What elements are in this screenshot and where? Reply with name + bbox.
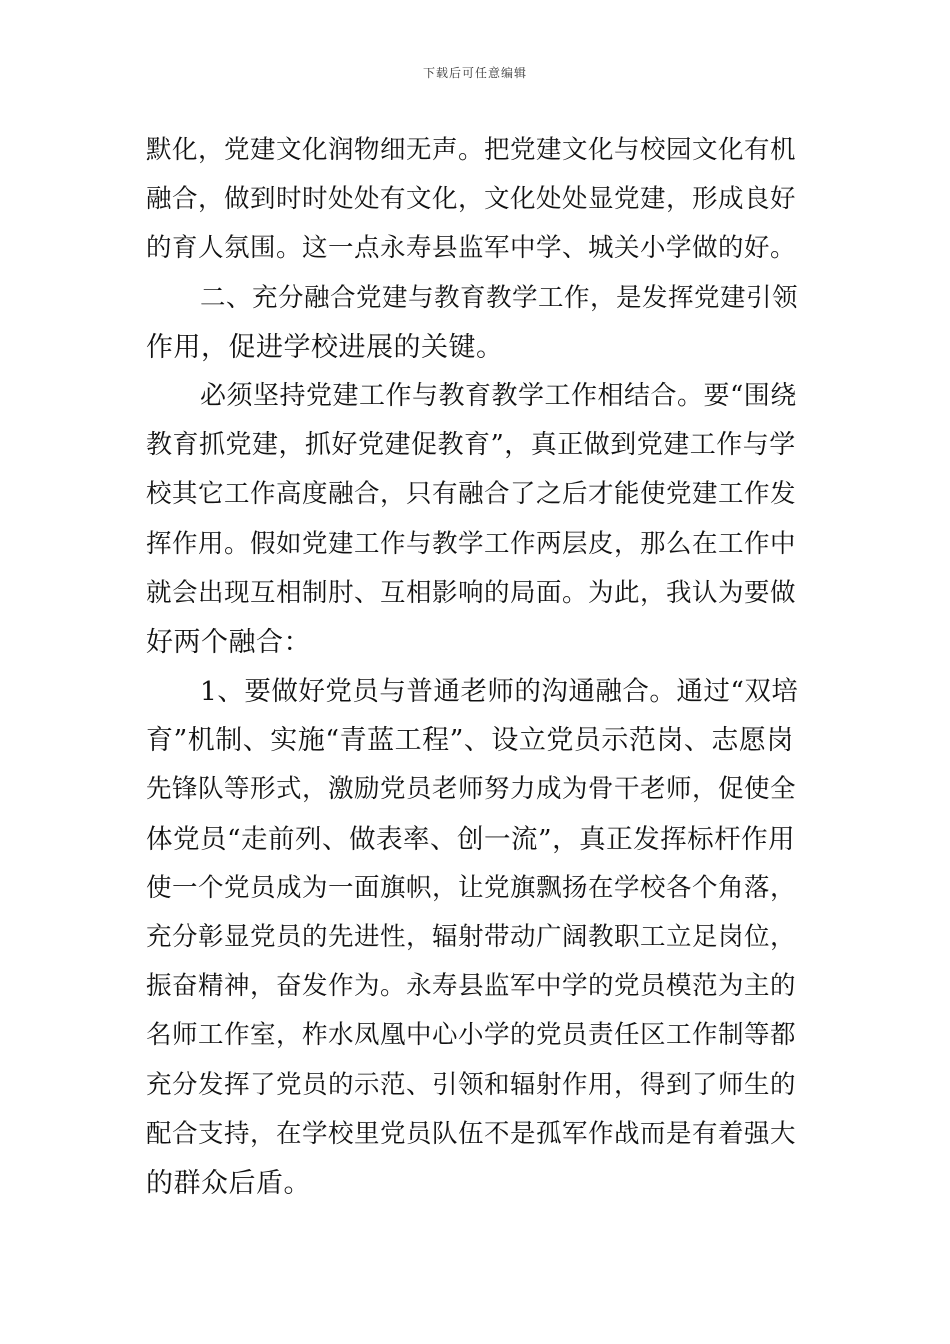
text-line: 教育抓党建，抓好党建促教育”，真正做到党建工作与学 (146, 430, 796, 461)
text-line: 校其它工作高度融合，只有融合了之后才能使党建工作发 (146, 479, 797, 510)
text-line: 二、充分融合党建与教育教学工作，是发挥党建引领 (200, 282, 799, 313)
text-line: 配合支持，在学校里党员队伍不是孤军作战而是有着强大 (146, 1118, 797, 1149)
text-line: 先锋队等形式，激励党员老师努力成为骨干老师，促使全 (146, 774, 797, 805)
text-line: 融合，做到时时处处有文化，文化处处显党建，形成良好 (146, 184, 797, 215)
text-line: 1、要做好党员与普通老师的沟通融合。通过“双培 (200, 676, 799, 708)
text-line: 充分彰显党员的先进性，辐射带动广阔教职工立足岗位， (146, 922, 797, 952)
page-header: 下载后可任意编辑 (422, 66, 527, 80)
text-line: 的育人氛围。这一点永寿县监军中学、城关小学做的好。 (146, 233, 797, 264)
text-line: 默化，党建文化润物细无声。把党建文化与校园文化有机 (146, 135, 797, 165)
text-line: 振奋精神，奋发作为。永寿县监军中学的党员模范为主的 (146, 971, 797, 1002)
text-line: 育”机制、实施“青蓝工程”、设立党员示范岗、志愿岗 (146, 725, 794, 757)
document-body (146, 126, 806, 1208)
text-line: 体党员“走前列、做表率、创一流”，真正发挥标杆作用 (146, 823, 796, 855)
text-line: 必须坚持党建工作与教育教学工作相结合。要“围绕 (200, 380, 797, 411)
text-line: 好两个融合： (146, 626, 311, 658)
text-line: 名师工作室，柞水凤凰中心小学的党员责任区工作制等都 (146, 1020, 797, 1051)
text-line: 充分发挥了党员的示范、引领和辐射作用，得到了师生的 (146, 1069, 797, 1100)
text-line: 作用，促进学校进展的关键。 (146, 331, 504, 363)
text-line: 就会出现互相制肘、互相影响的局面。为此，我认为要做 (146, 577, 797, 608)
text-line: 的群众后盾。 (146, 1167, 311, 1199)
text-line: 挥作用。假如党建工作与教学工作两层皮，那么在工作中 (146, 528, 797, 559)
text-line: 使一个党员成为一面旗帜，让党旗飘扬在学校各个角落， (146, 872, 797, 903)
